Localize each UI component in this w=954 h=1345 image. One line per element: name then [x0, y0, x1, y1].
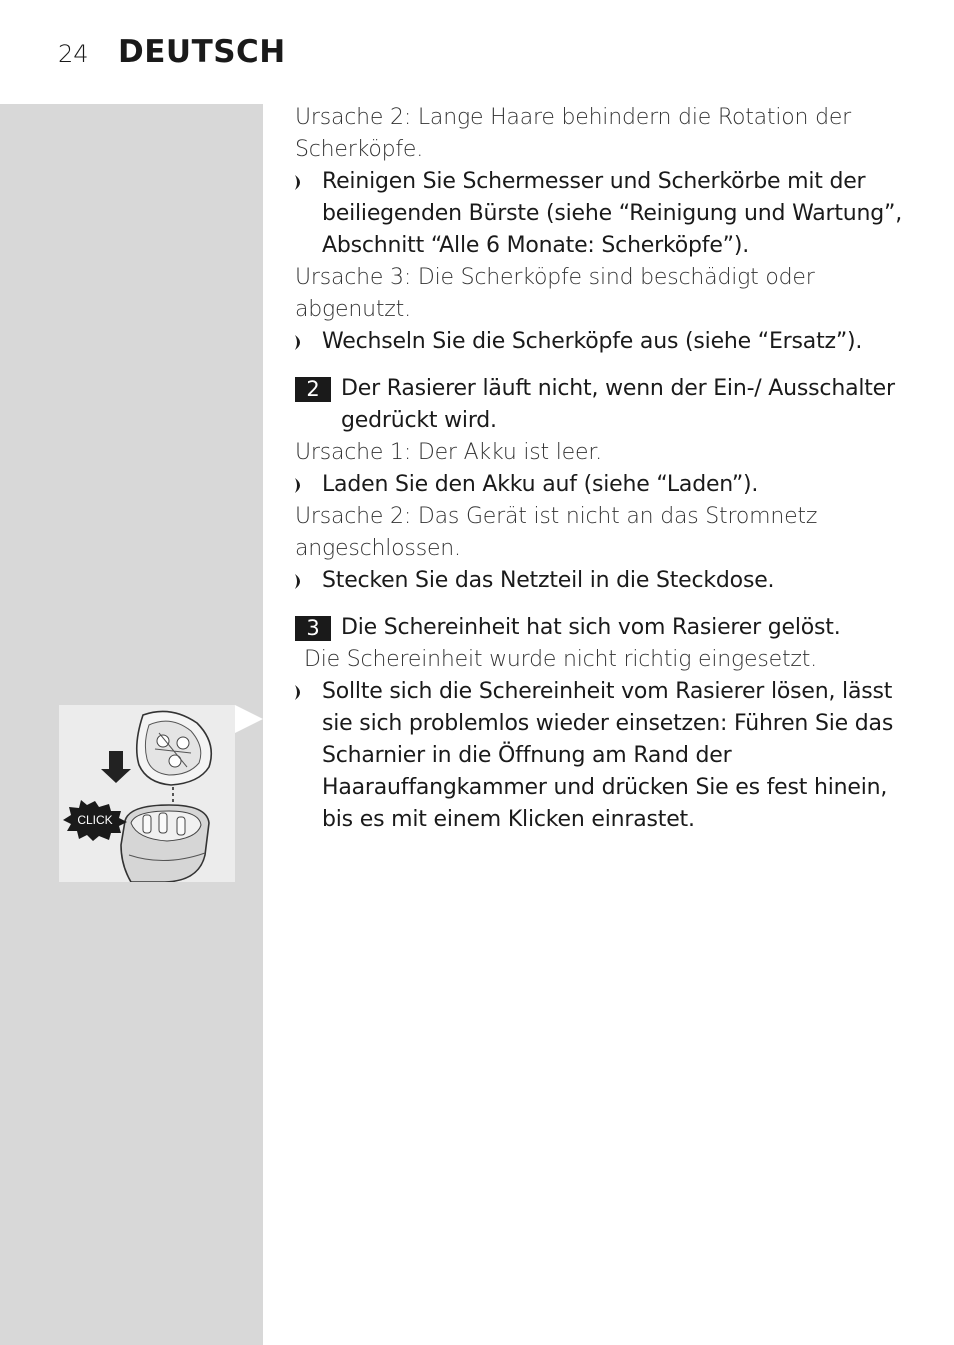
troubleshooting-content: [295, 102, 910, 836]
cause-text: Die Schereinheit wurde nicht richtig eingesetzt.: [304, 647, 817, 672]
action-text: Wechseln Sie die Scherköpfe aus (siehe “Ersatz”).: [322, 329, 863, 354]
bullet-arrow-icon: [295, 685, 305, 700]
action-text: Laden Sie den Akku auf (siehe “Laden”).: [322, 472, 759, 497]
bullet-arrow-icon: [295, 478, 305, 493]
action-item: [295, 326, 910, 358]
figure-pointer: [235, 705, 263, 733]
action-item: [295, 469, 910, 501]
cause-text: Ursache 2: Das Gerät ist nicht an das Stromnetz angeschlossen.: [295, 504, 818, 561]
problem-step-2: [295, 373, 910, 437]
action-text: Stecken Sie das Netzteil in die Steckdose.: [322, 568, 775, 593]
problem-title: Die Schereinheit hat sich vom Rasierer gelöst.: [341, 615, 841, 640]
shaving-head-illustration: [59, 705, 235, 882]
section-title: DEUTSCH: [118, 34, 286, 70]
bullet-arrow-icon: [295, 574, 305, 589]
action-text: Reinigen Sie Schermesser und Scherkörbe mit der beiliegenden Bürste (siehe “Reinigung und Wartung”, Abschnitt “Alle 6 Monate: Scherköpfe”).: [322, 169, 903, 258]
action-text: Sollte sich die Schereinheit vom Rasierer lösen, lässt sie sich problemlos wieder einsetzen: Führen Sie das Scharnier in die Öffnung am Rand der Haarauffangkammer und drücken Sie es fest hinein, bis es mit einem Klicken einrastet.: [322, 679, 894, 832]
action-item: [295, 676, 910, 836]
step-number: 3: [295, 616, 331, 641]
cause-text: Ursache 1: Der Akku ist leer.: [295, 440, 602, 465]
cause-text: Ursache 3: Die Scherköpfe sind beschädigt oder abgenutzt.: [295, 265, 815, 322]
step-number: 2: [295, 377, 331, 402]
bullet-arrow-icon: [295, 175, 305, 190]
cause-text: Ursache 2: Lange Haare behindern die Rotation der Scherköpfe.: [295, 105, 852, 162]
click-label: CLICK: [77, 813, 113, 827]
shaving-head-unit-click-icon: [59, 705, 235, 882]
bullet-arrow-icon: [295, 335, 305, 350]
action-item: [295, 166, 910, 262]
problem-title: Der Rasierer läuft nicht, wenn der Ein-/ Ausschalter gedrückt wird.: [341, 376, 895, 433]
page-number: 24: [58, 40, 89, 68]
problem-step-3: [295, 612, 910, 644]
action-item: [295, 565, 910, 597]
